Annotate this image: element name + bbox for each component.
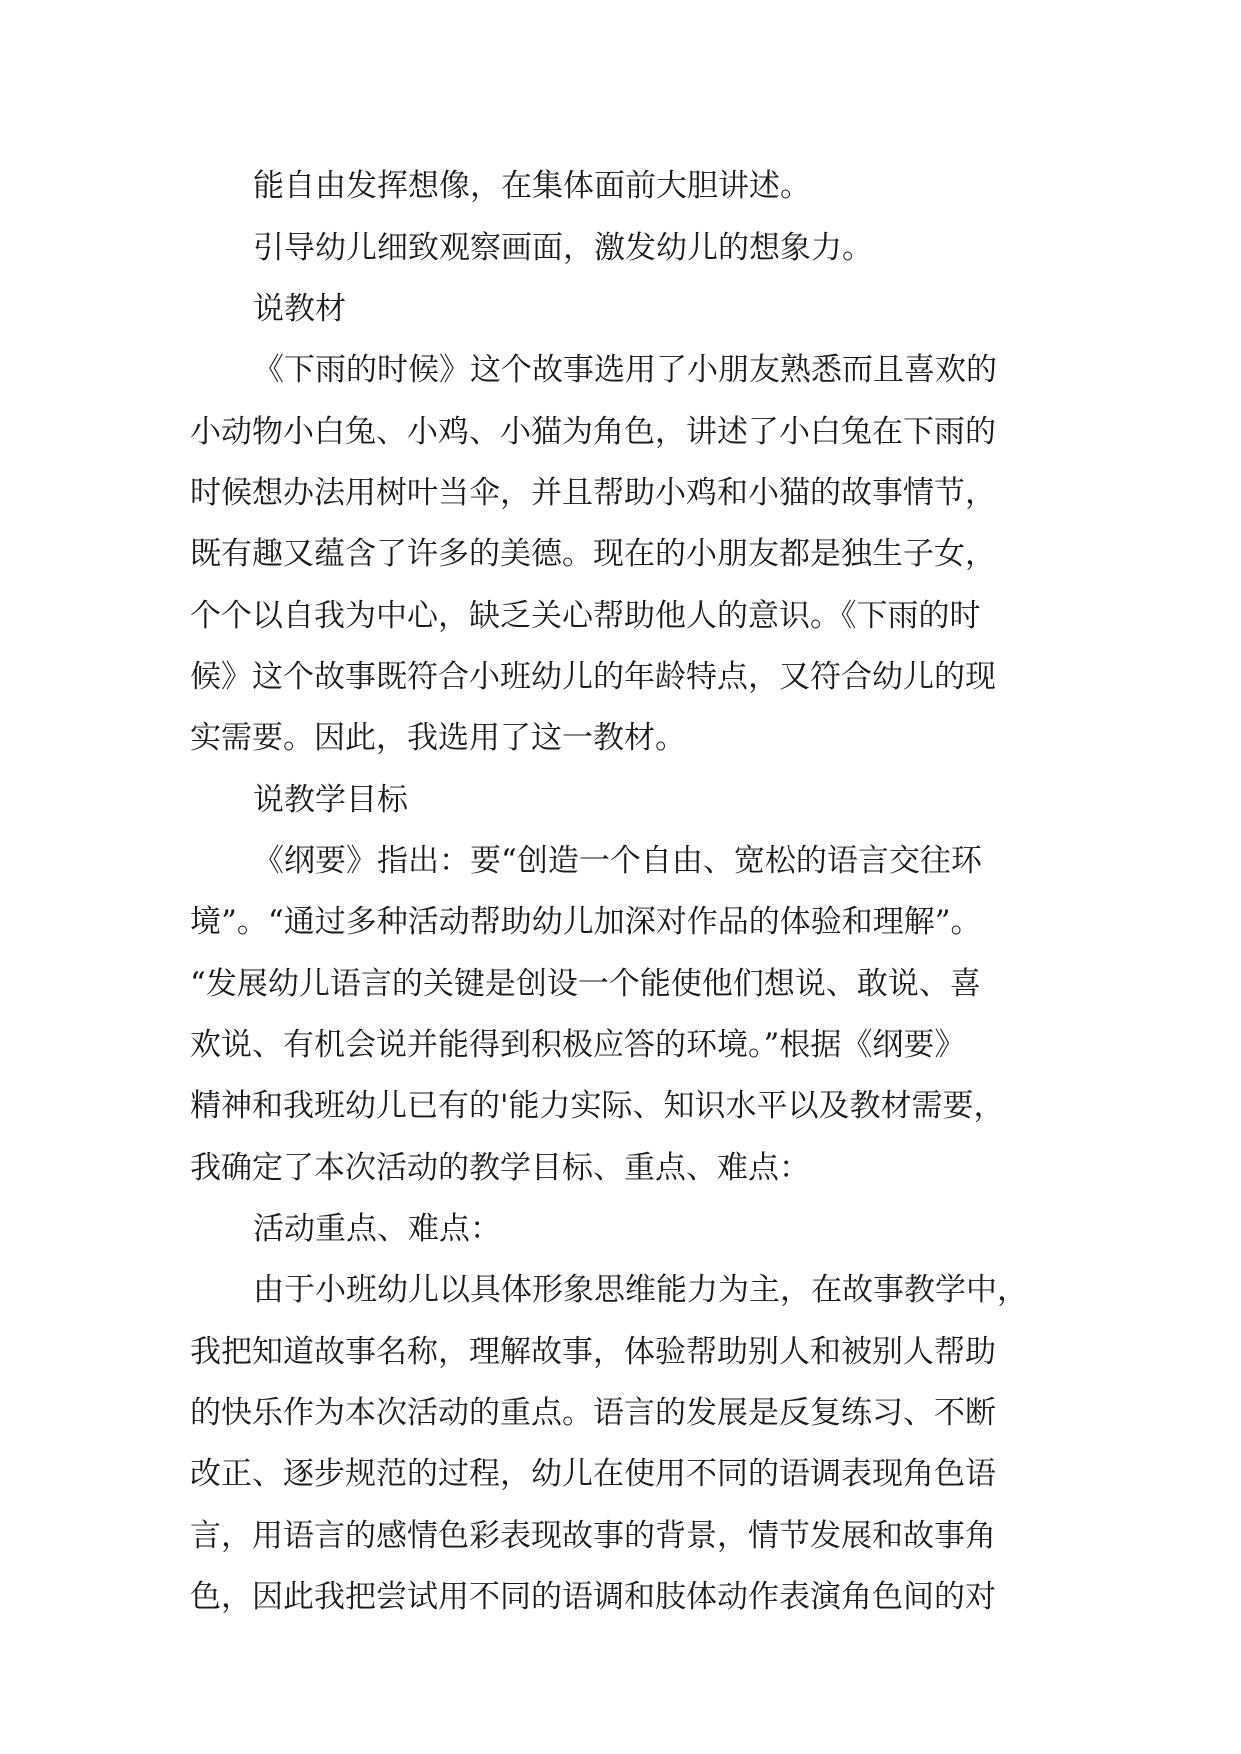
text-line: 实需要。因此，我选用了这一教材。: [190, 720, 686, 756]
text-line: “发展幼儿语言的关键是创设一个能使他们想说、敢说、喜: [190, 966, 981, 1002]
text-line: 个个以自我为中心，缺乏关心帮助他人的意识。《下雨的时: [190, 598, 981, 634]
text-line: 《纲要》指出：要“创造一个自由、宽松的语言交往环: [253, 843, 982, 879]
text-line: 言，用语言的感情色彩表现故事的背景，情节发展和故事角: [190, 1518, 996, 1554]
text-line: 境”。“通过多种活动帮助幼儿加深对作品的体验和理解”。: [190, 904, 982, 940]
section-heading: 说教材: [253, 291, 346, 327]
section-heading: 活动重点、难点：: [253, 1211, 501, 1247]
text-line: 欢说、有机会说并能得到积极应答的环境。”根据《纲要》: [190, 1027, 966, 1063]
text-line: 能自由发挥想像，在集体面前大胆讲述。: [253, 168, 811, 204]
text-line: 我把知道故事名称，理解故事，体验帮助别人和被别人帮助: [190, 1334, 996, 1370]
text-line: 时候想办法用树叶当伞，并且帮助小鸡和小猫的故事情节，: [190, 475, 996, 511]
text-line: 既有趣又蕴含了许多的美德。现在的小朋友都是独生子女，: [190, 536, 996, 572]
text-line: 改正、逐步规范的过程，幼儿在使用不同的语调表现角色语: [190, 1456, 996, 1492]
text-line: 《下雨的时候》这个故事选用了小朋友熟悉而且喜欢的: [253, 352, 997, 388]
text-line: 候》这个故事既符合小班幼儿的年龄特点，又符合幼儿的现: [190, 659, 996, 695]
text-line: 由于小班幼儿以具体形象思维能力为主，在故事教学中，: [253, 1272, 1028, 1308]
text-line: 引导幼儿细致观察画面，激发幼儿的想象力。: [253, 230, 873, 266]
text-line: 小动物小白兔、小鸡、小猫为角色，讲述了小白兔在下雨的: [190, 414, 996, 450]
text-line: 色，因此我把尝试用不同的语调和肢体动作表演角色间的对: [190, 1579, 996, 1615]
text-line: 精神和我班幼儿已有的'能力实际、知识水平以及教材需要，: [190, 1088, 1005, 1124]
text-line: 的快乐作为本次活动的重点。语言的发展是反复练习、不断: [190, 1395, 996, 1431]
section-heading: 说教学目标: [253, 782, 408, 818]
text-line: 我确定了本次活动的教学目标、重点、难点：: [190, 1150, 810, 1186]
